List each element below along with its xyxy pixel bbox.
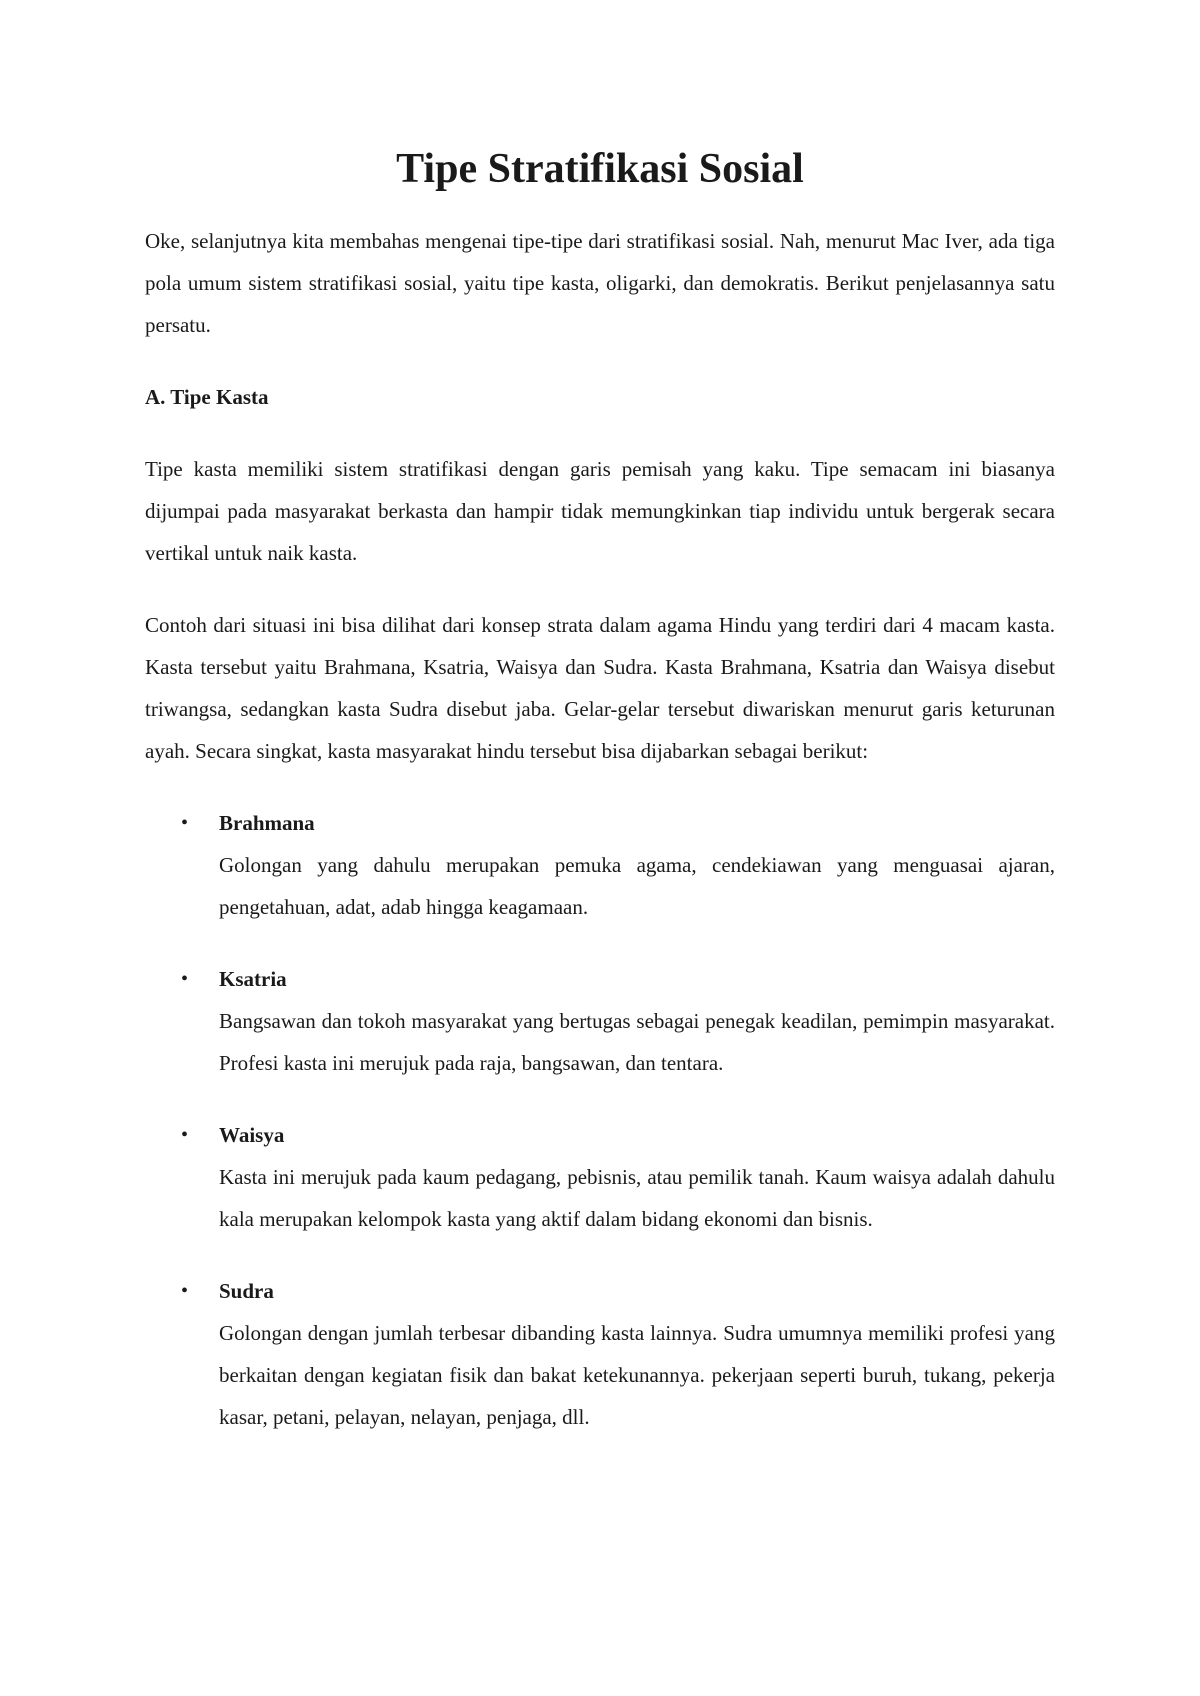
caste-description: Bangsawan dan tokoh masyarakat yang bertugas sebagai penegak keadilan, pemimpin masyarakat. Profesi kasta ini merujuk pada raja, bangsawan, dan tentara. xyxy=(219,1009,1055,1075)
bullet-icon: • xyxy=(181,1124,189,1146)
document-page xyxy=(145,148,1055,1468)
caste-item-waisya xyxy=(145,1114,1055,1240)
caste-item-brahmana xyxy=(145,802,1055,928)
caste-item-sudra xyxy=(145,1270,1055,1438)
section-paragraph-2: Contoh dari situasi ini bisa dilihat dari konsep strata dalam agama Hindu yang terdiri dari 4 macam kasta. Kasta tersebut yaitu Brahmana, Ksatria, Waisya dan Sudra. Kasta Brahmana, Ksatria dan Waisya disebut triwangsa, sedangkan kasta Sudra disebut jaba. Gelar-gelar tersebut diwariskan menurut garis keturunan ayah. Secara singkat, kasta masyarakat hindu tersebut bisa dijabarkan sebagai berikut: xyxy=(145,613,1055,763)
bullet-icon: • xyxy=(181,812,189,834)
caste-description: Kasta ini merujuk pada kaum pedagang, pebisnis, atau pemilik tanah. Kaum waisya adalah dahulu kala merupakan kelompok kasta yang aktif dalam bidang ekonomi dan bisnis. xyxy=(219,1165,1055,1231)
caste-description: Golongan dengan jumlah terbesar dibanding kasta lainnya. Sudra umumnya memiliki profesi yang berkaitan dengan kegiatan fisik dan bakat ketekunannya. pekerjaan seperti buruh, tukang, pekerja kasar, petani, pelayan, nelayan, penjaga, dll. xyxy=(219,1321,1055,1429)
caste-list xyxy=(145,802,1055,1438)
caste-name: Waisya xyxy=(219,1123,285,1147)
bullet-icon: • xyxy=(181,1280,189,1302)
section-paragraph-1: Tipe kasta memiliki sistem stratifikasi dengan garis pemisah yang kaku. Tipe semacam ini biasanya dijumpai pada masyarakat berkasta dan hampir tidak memungkinkan tiap individu untuk bergerak secara vertikal untuk naik kasta. xyxy=(145,457,1055,565)
intro-paragraph: Oke, selanjutnya kita membahas mengenai tipe-tipe dari stratifikasi sosial. Nah, menurut Mac Iver, ada tiga pola umum sistem stratifikasi sosial, yaitu tipe kasta, oligarki, dan demokratis. Berikut penjelasannya satu persatu. xyxy=(145,229,1055,337)
caste-name: Brahmana xyxy=(219,811,315,835)
caste-name: Sudra xyxy=(219,1279,274,1303)
caste-item-ksatria xyxy=(145,958,1055,1084)
caste-name: Ksatria xyxy=(219,967,287,991)
caste-description: Golongan yang dahulu merupakan pemuka agama, cendekiawan yang menguasai ajaran, pengetahuan, adat, adab hingga keagamaan. xyxy=(219,853,1055,919)
document-title: Tipe Stratifikasi Sosial xyxy=(396,146,804,192)
bullet-icon: • xyxy=(181,968,189,990)
section-heading-tipe-kasta: A. Tipe Kasta xyxy=(145,385,269,409)
